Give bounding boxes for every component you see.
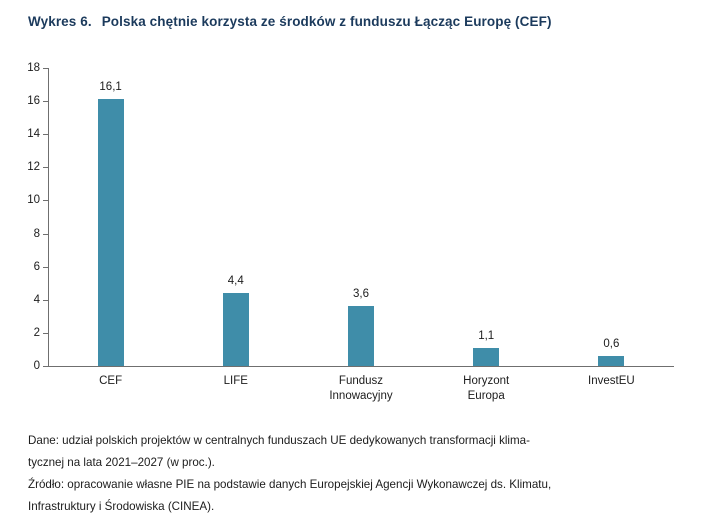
footnote-line-1: Dane: udział polskich projektów w centralnych funduszach UE dedykowanych transformacji klima- (28, 434, 530, 447)
bar-slot (298, 68, 423, 366)
bar-value-label: 0,6 (603, 338, 620, 351)
bar[interactable] (223, 293, 249, 366)
y-tick-label: 10 (27, 194, 40, 207)
footnote-line-2: tycznej na lata 2021–2027 (w proc.). (28, 456, 215, 469)
bar-value-label: 3,6 (352, 288, 369, 301)
footnotes (28, 432, 684, 515)
bar[interactable] (348, 306, 374, 366)
bar[interactable] (473, 348, 499, 366)
x-tick-label: Horyzont Europa (463, 375, 510, 402)
y-tick-label: 18 (27, 62, 40, 74)
bar-value-label: 4,4 (227, 275, 244, 288)
bar-value-label: 1,1 (478, 329, 495, 342)
page-title (28, 14, 552, 29)
bar-slot (549, 68, 674, 366)
bar-slot (48, 68, 173, 366)
y-tick-mark (43, 366, 48, 367)
y-tick-label: 8 (33, 227, 40, 240)
chart-title-text: Polska chętnie korzysta ze środków z funduszu Łącząc Europę (CEF) (101, 14, 552, 29)
bar-value-label: 16,1 (99, 81, 122, 94)
bar[interactable] (598, 356, 624, 366)
x-tick-label: CEF (99, 375, 123, 387)
plot-area (0, 52, 706, 412)
bar[interactable] (98, 99, 124, 366)
footnote-line-4: Infrastruktury i Środowiska (CINEA). (28, 500, 215, 513)
bar-slot (424, 68, 549, 366)
x-axis-labels (48, 374, 674, 414)
y-tick-label: 14 (27, 128, 40, 141)
x-tick-label: InvestEU (588, 375, 635, 387)
footnote-line-3: Źródło: opracowanie własne PIE na podstawie danych Europejskiej Agencji Wykonawczej ds. Klimatu, (28, 478, 552, 491)
x-tick-label: LIFE (223, 375, 248, 387)
x-axis-line (48, 366, 674, 367)
y-tick-label: 4 (33, 293, 40, 306)
y-tick-label: 6 (33, 260, 40, 273)
bar-slot (173, 68, 298, 366)
y-tick-label: 0 (33, 360, 40, 372)
chart-number: Wykres 6. (28, 14, 92, 29)
y-tick-label: 16 (27, 95, 40, 108)
y-tick-label: 2 (33, 326, 40, 339)
bar-series (48, 68, 674, 366)
x-tick-label: Fundusz Innowacyjny (329, 375, 393, 402)
y-tick-label: 12 (27, 161, 40, 174)
